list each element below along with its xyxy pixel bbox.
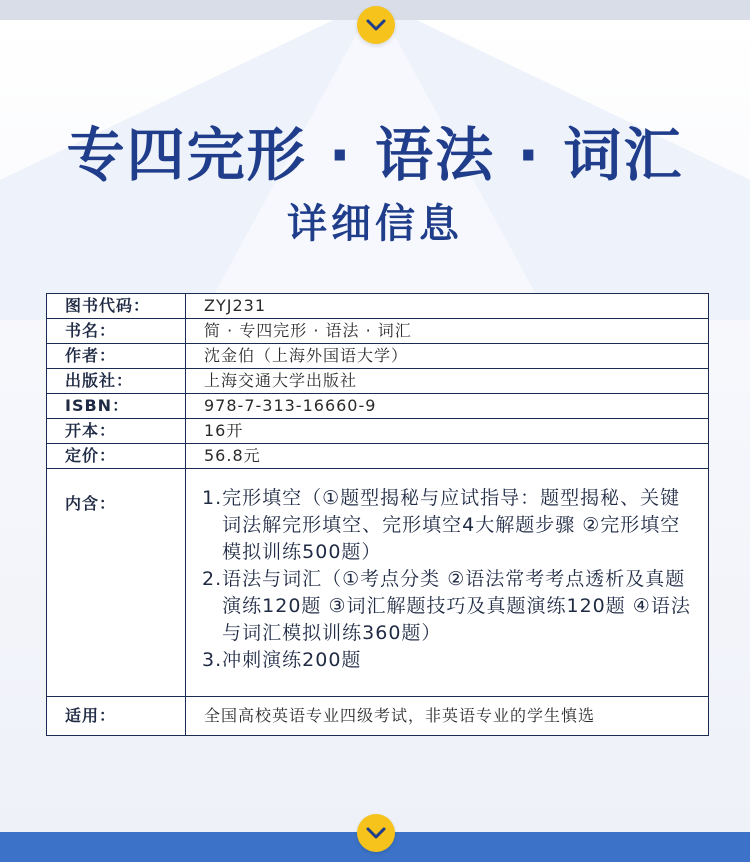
format-label: 开本： [47,419,186,444]
contents-item-text: 语法与词汇（①考点分类 ②语法常考考点透析及真题演练120题 ③词汇解题技巧及真题演练120题 ④语法与词汇模拟训练360题） [222,568,691,644]
isbn-value: 978-7-313-16660-9 [186,394,709,419]
scroll-down-badge[interactable] [357,6,395,44]
contents-item-number: 2. [202,568,223,590]
publisher-value: 上海交通大学出版社 [186,369,709,394]
book-info-table [46,293,709,736]
price-value: 56.8元 [186,444,709,469]
scroll-down-badge[interactable] [357,814,395,852]
isbn-label: ISBN： [47,394,186,419]
author-value: 沈金伯（上海外国语大学） [186,344,709,369]
apply-label: 适用： [47,697,186,736]
page-title: 专四完形 · 语法 · 词汇 [66,121,684,189]
contents-item [202,485,700,566]
table-row [47,344,709,369]
table-row [47,394,709,419]
contents-item [202,566,700,647]
code-value: ZYJ231 [186,294,709,319]
author-label: 作者： [47,344,186,369]
table-row [47,319,709,344]
contents-label: 内含： [47,469,186,697]
name-label: 书名： [47,319,186,344]
table-row [47,469,709,697]
table-row [47,294,709,319]
chevron-down-icon [365,826,387,840]
contents-item-text: 完形填空（①题型揭秘与应试指导：题型揭秘、关键词法解完形填空、完形填空4大解题步骤 ②完形填空模拟训练500题） [222,487,681,563]
name-value: 简 · 专四完形 · 语法 · 词汇 [186,319,709,344]
format-value: 16开 [186,419,709,444]
code-label: 图书代码： [47,294,186,319]
price-label: 定价： [47,444,186,469]
chevron-down-icon [365,18,387,32]
publisher-label: 出版社： [47,369,186,394]
contents-value [186,469,709,697]
apply-value: 全国高校英语专业四级考试，非英语专业的学生慎选 [186,697,709,736]
table-row [47,369,709,394]
table-row [47,697,709,736]
table-row [47,444,709,469]
contents-item-number: 1. [202,487,223,509]
contents-item [202,647,700,674]
table-row [47,419,709,444]
contents-item-text: 冲刺演练200题 [222,649,362,671]
contents-item-number: 3. [202,649,223,671]
page-subtitle: 详细信息 [287,201,463,247]
